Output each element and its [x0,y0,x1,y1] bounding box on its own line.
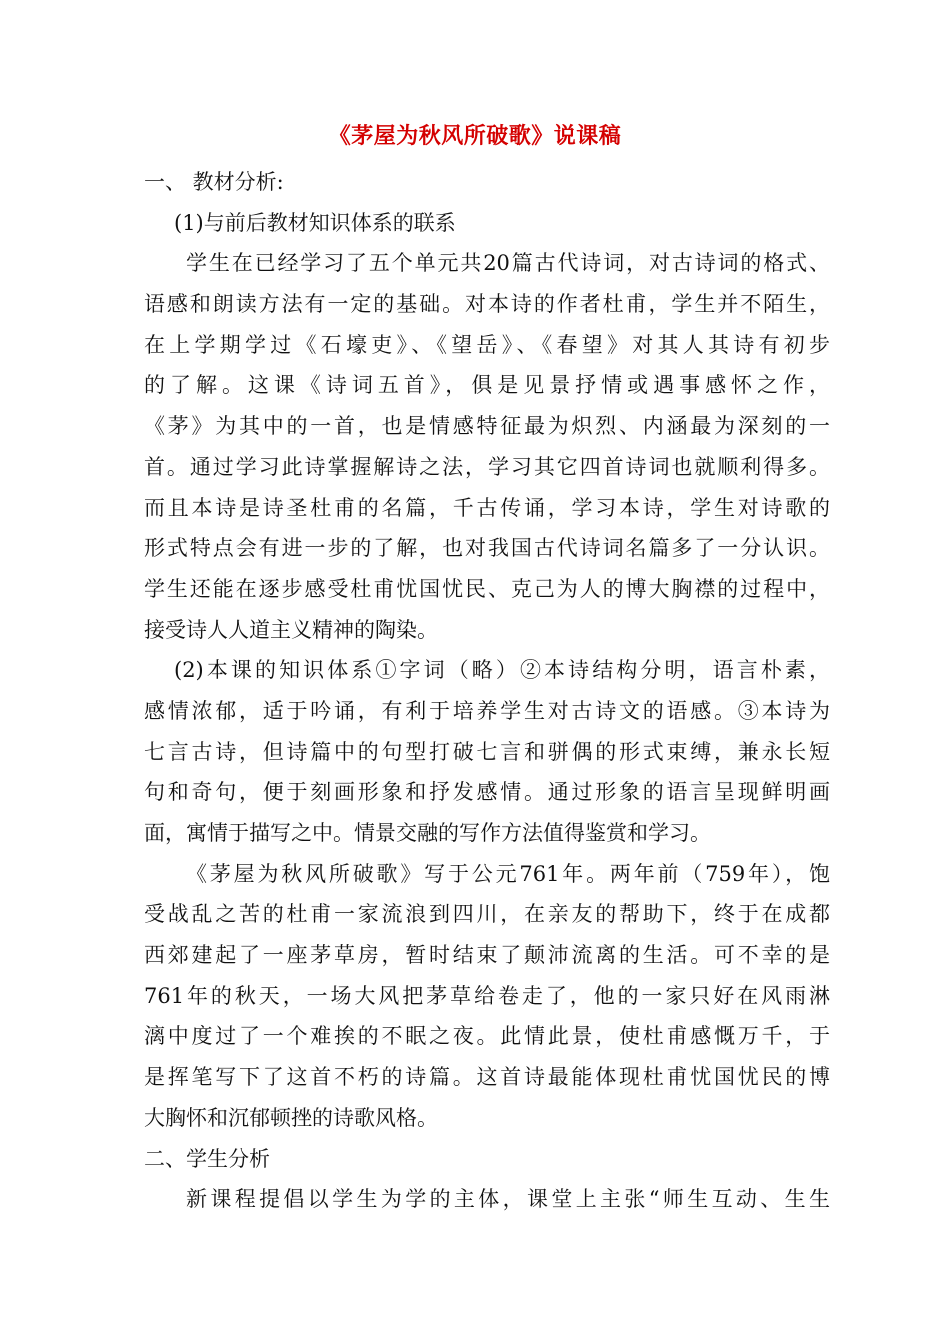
text-line: 761年的秋天，一场大风把茅草给卷走了，他的一家只好在风雨淋 [144,983,830,1008]
text-line: 感情浓郁，适于吟诵，有利于培养学生对古诗文的语感。③本诗为 [144,698,830,723]
text-line: 在上学期学过《石壕吏》、《望岳》、《春望》对其人其诗有初步 [144,332,830,357]
text-line: 学生在已经学习了五个单元共20篇古代诗词，对古诗词的格式、 [186,251,830,276]
text-line: 语感和朗读方法有一定的基础。对本诗的作者杜甫，学生并不陌生， [144,292,830,317]
text-line: 形式特点会有进一步的了解，也对我国古代诗词名篇多了一分认识。 [144,536,830,561]
text-line: 西郊建起了一座茅草房，暂时结束了颠沛流离的生活。可不幸的是 [144,943,830,968]
text-line: (2)本课的知识体系①字词（略）②本诗结构分明，语言朴素， [174,658,830,683]
text-line: (1)与前后教材知识体系的联系 [174,210,456,235]
document-body [144,162,830,1220]
text-line: 新课程提倡以学生为学的主体，课堂上主张“师生互动、生生 [186,1187,830,1212]
text-line: 接受诗人人道主义精神的陶染。 [144,617,438,642]
text-line: 的了解。这课《诗词五首》，俱是见景抒情或遇事感怀之作， [144,373,830,398]
text-line: 句和奇句，便于刻画形象和抒发感情。通过形象的语言呈现鲜明画 [144,780,830,805]
document-title: 《茅屋为秋风所破歌》说课稿 [328,124,622,149]
section-heading: 一、 教材分析: [144,170,284,194]
text-line: 漓中度过了一个难挨的不眠之夜。此情此景，使杜甫感慨万千，于 [144,1024,830,1049]
text-line: 学生还能在逐步感受杜甫忧国忧民、克己为人的博大胸襟的过程中， [144,576,830,601]
text-line: 首。通过学习此诗掌握解诗之法，学习其它四首诗词也就顺利得多。 [144,454,830,479]
text-line: 受战乱之苦的杜甫一家流浪到四川，在亲友的帮助下，终于在成都 [144,902,830,927]
text-line: 七言古诗，但诗篇中的句型打破七言和骈偶的形式束缚，兼永长短 [144,739,830,764]
text-line: 面，寓情于描写之中。情景交融的写作方法值得鉴赏和学习。 [144,821,711,845]
text-line: 是挥笔写下了这首不朽的诗篇。这首诗最能体现杜甫忧国忧民的博 [144,1065,830,1090]
text-line: 《茅》为其中的一首，也是情感特征最为炽烈、内涵最为深刻的一 [144,414,830,439]
text-line: 而且本诗是诗圣杜甫的名篇，千古传诵，学习本诗，学生对诗歌的 [144,495,830,520]
text-line: 大胸怀和沉郁顿挫的诗歌风格。 [144,1105,438,1130]
text-line: 《茅屋为秋风所破歌》写于公元761年。两年前（759年），饱 [186,861,830,886]
section-heading: 二、学生分析 [144,1146,270,1171]
